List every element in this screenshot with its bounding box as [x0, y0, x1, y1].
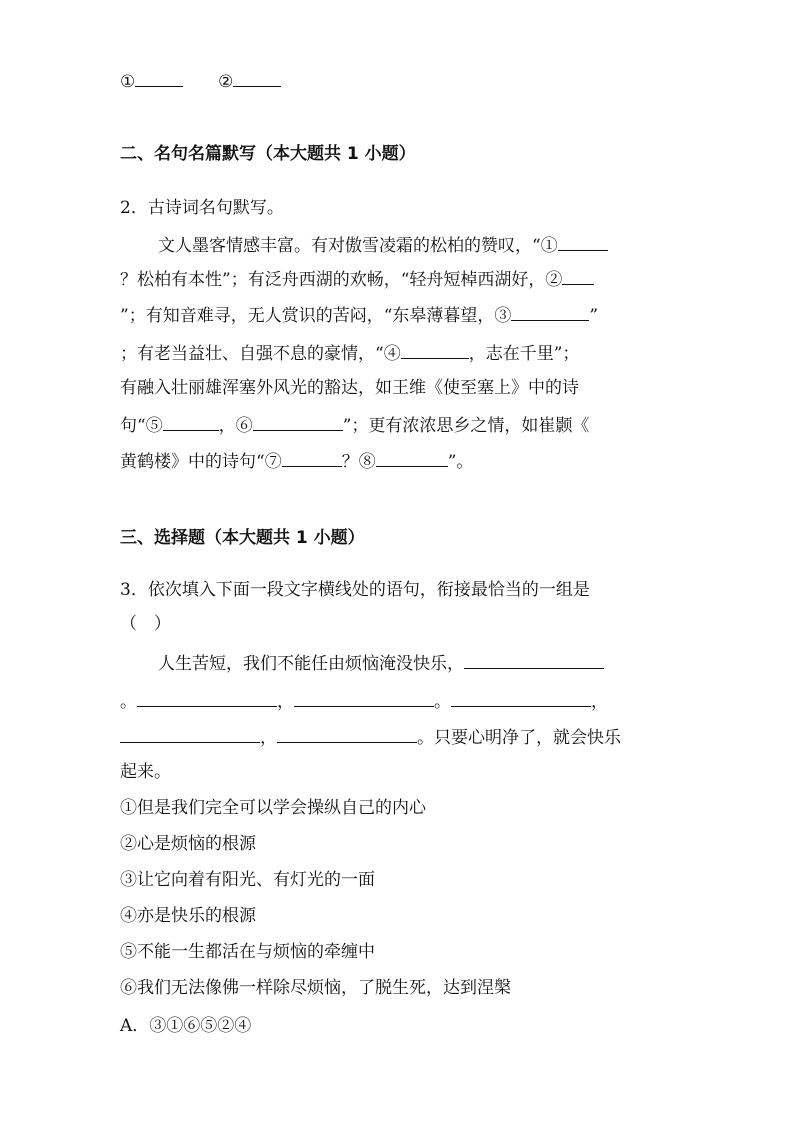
option-item-2: ②心是烦恼的根源 [120, 834, 256, 854]
passage-blank-5[interactable] [120, 724, 260, 743]
q2-line-7: 黄鹤楼》中的诗句“⑦ ？⑧ ”。 [120, 448, 681, 474]
q2-line-2: ？松柏有本性”；有泛舟西湖的欢畅，“轻舟短棹西湖好，② [120, 266, 681, 292]
choice-a[interactable]: A．③①⑥⑤②④ [120, 1016, 252, 1036]
passage-blank-6[interactable] [277, 724, 417, 743]
passage-line-2: 。 ， 。 ， [120, 688, 681, 714]
fill-blank-3[interactable] [511, 302, 589, 321]
option-item-1: ①但是我们完全可以学会操纵自己的内心 [120, 798, 426, 818]
answer-mark-2: ② [218, 72, 234, 92]
answer-paren: （ ） [120, 614, 171, 634]
answer-blank-2[interactable] [233, 68, 281, 87]
option-item-5: ⑤不能一生都活在与烦恼的牵缠中 [120, 942, 375, 962]
blank-mark-1: ① [540, 236, 558, 256]
blank-mark-4: ④ [383, 344, 401, 364]
blank-mark-6: ⑥ [235, 416, 253, 436]
q2-line-3: ”；有知音难寻，无人赏识的苦闷，“东皋薄暮望，③ ” [120, 302, 681, 328]
passage-blank-4[interactable] [451, 688, 591, 707]
passage-line-1: 人生苦短，我们不能任由烦恼淹没快乐， [158, 650, 681, 676]
question-3-prompt: 3．依次填入下面一段文字横线处的语句，衔接最恰当的一组是 [120, 580, 590, 600]
answer-blank-1[interactable] [135, 68, 183, 87]
q2-line-5: 有融入壮丽雄浑塞外风光的豁达，如王维《使至塞上》中的诗 [120, 378, 579, 398]
fill-blank-5[interactable] [163, 412, 219, 431]
fill-blank-1[interactable] [558, 232, 608, 251]
passage-blank-3[interactable] [294, 688, 434, 707]
blank-mark-8: ⑧ [358, 452, 376, 472]
top-answer-line [120, 68, 681, 94]
passage-blank-1[interactable] [464, 650, 604, 669]
fill-blank-4[interactable] [401, 340, 469, 359]
passage-line-3: ， 。只要心明净了，就会快乐 [120, 724, 681, 750]
blank-mark-3: ③ [494, 306, 512, 326]
blank-mark-5: ⑤ [145, 416, 163, 436]
passage-blank-2[interactable] [137, 688, 277, 707]
blank-mark-2: ② [545, 270, 563, 290]
option-item-4: ④亦是快乐的根源 [120, 906, 256, 926]
fill-blank-8[interactable] [376, 448, 448, 467]
q2-line-6: 句“⑤ ，⑥ ”；更有浓浓思乡之情，如崔颢《 [120, 412, 681, 438]
fill-blank-2[interactable] [562, 266, 594, 285]
option-item-6: ⑥我们无法像佛一样除尽烦恼，了脱生死，达到涅槃 [120, 978, 511, 998]
fill-blank-6[interactable] [253, 412, 343, 431]
q2-line-1: 文人墨客情感丰富。有对傲雪凌霜的松柏的赞叹，“① [158, 232, 681, 258]
question-2-prompt: 2．古诗词名句默写。 [120, 198, 284, 218]
passage-line-4: 起来。 [120, 762, 171, 782]
fill-blank-7[interactable] [282, 448, 342, 467]
section-2-heading: 二、名句名篇默写（本大题共 1 小题） [120, 144, 416, 164]
section-3-heading: 三、选择题（本大题共 1 小题） [120, 528, 365, 548]
option-item-3: ③让它向着有阳光、有灯光的一面 [120, 870, 375, 890]
answer-mark-1: ① [120, 72, 136, 92]
blank-mark-7: ⑦ [264, 452, 282, 472]
q2-line-4: ；有老当益壮、自强不息的豪情，“④ ，志在千里”； [120, 340, 681, 366]
